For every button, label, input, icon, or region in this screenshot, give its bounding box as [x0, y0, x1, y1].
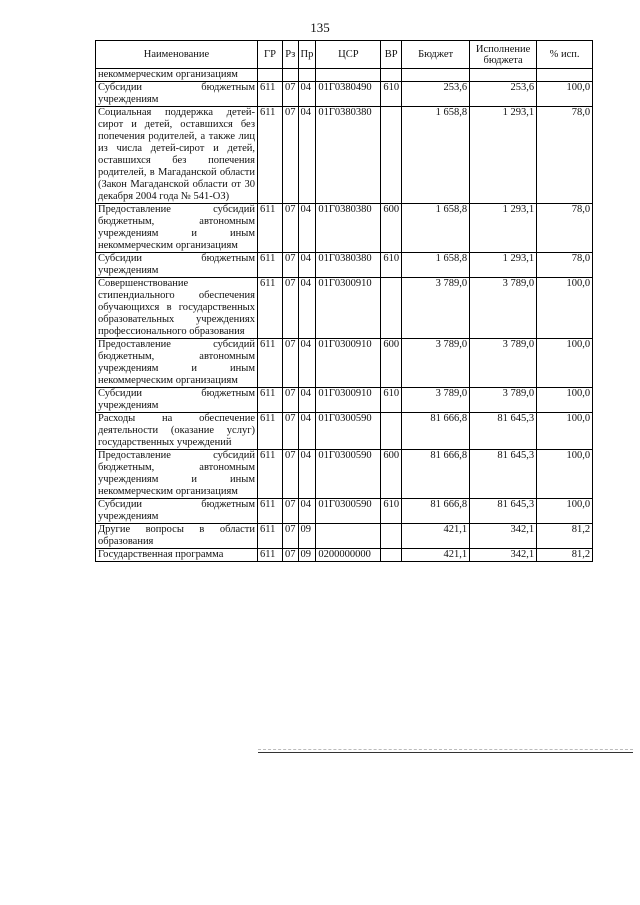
table-body — [96, 69, 593, 562]
scan-divider-line — [258, 752, 633, 753]
row-execution: 253,6 — [470, 82, 537, 107]
row-csr: 01Г0300910 — [316, 388, 381, 413]
row-rz: 07 — [283, 388, 299, 413]
row-pct: 100,0 — [537, 413, 593, 450]
row-gr: 611 — [258, 388, 283, 413]
row-csr: 01Г0300590 — [316, 413, 381, 450]
table-row — [96, 450, 593, 499]
row-pr: 09 — [298, 524, 316, 549]
row-execution — [470, 69, 537, 82]
row-pr: 04 — [298, 278, 316, 339]
row-budget: 81 666,8 — [402, 450, 470, 499]
row-name: Предоставление субсидий бюджетным, автономным учреждениям и иным некоммерческим организациям — [96, 339, 258, 388]
row-pr: 04 — [298, 253, 316, 278]
row-execution: 81 645,3 — [470, 450, 537, 499]
row-budget: 1 658,8 — [402, 107, 470, 204]
header-vr: ВР — [381, 41, 402, 69]
row-execution: 3 789,0 — [470, 278, 537, 339]
row-vr: 600 — [381, 450, 402, 499]
row-vr — [381, 278, 402, 339]
header-execution: Исполнение бюджета — [470, 41, 537, 69]
row-pr: 04 — [298, 499, 316, 524]
header-csr: ЦСР — [316, 41, 381, 69]
row-execution: 342,1 — [470, 549, 537, 562]
row-rz: 07 — [283, 253, 299, 278]
row-pct: 100,0 — [537, 82, 593, 107]
budget-table — [95, 40, 593, 562]
table-header-row — [96, 41, 593, 69]
row-gr: 611 — [258, 339, 283, 388]
row-vr: 610 — [381, 253, 402, 278]
row-name: Совершенствование стипендиального обеспечения обучающихся в государственных образовательных учреждениях профессионального образования — [96, 278, 258, 339]
table-row — [96, 413, 593, 450]
table-row — [96, 253, 593, 278]
row-vr: 610 — [381, 82, 402, 107]
row-execution: 1 293,1 — [470, 107, 537, 204]
header-rz: Рз — [283, 41, 299, 69]
row-execution: 81 645,3 — [470, 499, 537, 524]
row-name: Предоставление субсидий бюджетным, автономным учреждениям и иным некоммерческим организациям — [96, 204, 258, 253]
row-pr: 04 — [298, 107, 316, 204]
row-csr: 01Г0380380 — [316, 107, 381, 204]
row-pr: 09 — [298, 549, 316, 562]
row-pr: 04 — [298, 339, 316, 388]
page-number: 135 — [310, 20, 330, 35]
row-csr: 0200000000 — [316, 549, 381, 562]
scan-divider-dashed — [258, 749, 633, 750]
header-pct: % исп. — [537, 41, 593, 69]
row-rz: 07 — [283, 549, 299, 562]
row-name: Другие вопросы в области образования — [96, 524, 258, 549]
table-row — [96, 499, 593, 524]
row-budget: 1 658,8 — [402, 253, 470, 278]
row-csr — [316, 69, 381, 82]
row-vr — [381, 107, 402, 204]
header-name: Наименование — [96, 41, 258, 69]
row-csr: 01Г0300910 — [316, 339, 381, 388]
table-row — [96, 82, 593, 107]
row-budget: 1 658,8 — [402, 204, 470, 253]
table-row — [96, 69, 593, 82]
row-pct: 78,0 — [537, 204, 593, 253]
row-pr: 04 — [298, 204, 316, 253]
row-gr — [258, 69, 283, 82]
row-budget: 421,1 — [402, 549, 470, 562]
row-pct: 100,0 — [537, 339, 593, 388]
row-rz: 07 — [283, 107, 299, 204]
row-name: Субсидии бюджетным учреждениям — [96, 253, 258, 278]
row-name: Субсидии бюджетным учреждениям — [96, 82, 258, 107]
row-gr: 611 — [258, 524, 283, 549]
row-csr: 01Г0380380 — [316, 204, 381, 253]
row-vr: 610 — [381, 499, 402, 524]
row-pct: 100,0 — [537, 388, 593, 413]
row-gr: 611 — [258, 499, 283, 524]
row-rz: 07 — [283, 204, 299, 253]
table-row — [96, 107, 593, 204]
row-execution: 3 789,0 — [470, 388, 537, 413]
row-csr: 01Г0300590 — [316, 499, 381, 524]
row-gr: 611 — [258, 82, 283, 107]
row-pct: 100,0 — [537, 499, 593, 524]
row-vr — [381, 524, 402, 549]
row-vr — [381, 413, 402, 450]
row-csr: 01Г0300910 — [316, 278, 381, 339]
table-row — [96, 204, 593, 253]
row-pct: 78,0 — [537, 107, 593, 204]
table-row — [96, 339, 593, 388]
row-pr: 04 — [298, 413, 316, 450]
table-row — [96, 388, 593, 413]
row-rz: 07 — [283, 413, 299, 450]
row-execution: 1 293,1 — [470, 204, 537, 253]
row-pct: 100,0 — [537, 278, 593, 339]
row-rz: 07 — [283, 278, 299, 339]
row-pr: 04 — [298, 388, 316, 413]
row-vr: 610 — [381, 388, 402, 413]
row-budget: 3 789,0 — [402, 339, 470, 388]
row-csr: 01Г0300590 — [316, 450, 381, 499]
row-vr: 600 — [381, 339, 402, 388]
header-budget: Бюджет — [402, 41, 470, 69]
row-execution: 342,1 — [470, 524, 537, 549]
row-rz: 07 — [283, 339, 299, 388]
row-pr — [298, 69, 316, 82]
row-gr: 611 — [258, 413, 283, 450]
row-gr: 611 — [258, 107, 283, 204]
row-budget — [402, 69, 470, 82]
row-budget: 3 789,0 — [402, 278, 470, 339]
row-csr — [316, 524, 381, 549]
row-name: некоммерческим организациям — [96, 69, 258, 82]
row-csr: 01Г0380490 — [316, 82, 381, 107]
header-pr: Пр — [298, 41, 316, 69]
row-pct — [537, 69, 593, 82]
row-pr: 04 — [298, 450, 316, 499]
row-vr — [381, 69, 402, 82]
row-gr: 611 — [258, 204, 283, 253]
row-gr: 611 — [258, 450, 283, 499]
row-pct: 81,2 — [537, 549, 593, 562]
row-vr: 600 — [381, 204, 402, 253]
row-rz: 07 — [283, 450, 299, 499]
row-name: Государственная программа — [96, 549, 258, 562]
row-budget: 253,6 — [402, 82, 470, 107]
table-row — [96, 278, 593, 339]
row-rz — [283, 69, 299, 82]
row-gr: 611 — [258, 253, 283, 278]
row-budget: 3 789,0 — [402, 388, 470, 413]
row-budget: 81 666,8 — [402, 413, 470, 450]
row-execution: 1 293,1 — [470, 253, 537, 278]
row-name: Субсидии бюджетным учреждениям — [96, 499, 258, 524]
row-rz: 07 — [283, 499, 299, 524]
row-name: Субсидии бюджетным учреждениям — [96, 388, 258, 413]
row-pct: 81,2 — [537, 524, 593, 549]
row-pr: 04 — [298, 82, 316, 107]
row-vr — [381, 549, 402, 562]
row-rz: 07 — [283, 82, 299, 107]
row-budget: 81 666,8 — [402, 499, 470, 524]
row-execution: 3 789,0 — [470, 339, 537, 388]
row-gr: 611 — [258, 549, 283, 562]
row-execution: 81 645,3 — [470, 413, 537, 450]
row-name: Социальная поддержка детей-сирот и детей, оставшихся без попечения родителей, а также лиц из числа детей-сирот и детей, оставшихся без попечения родителей, в Магаданской области (Закон Магаданской области от 30 декабря 2004 года № 541-ОЗ) — [96, 107, 258, 204]
header-gr: ГР — [258, 41, 283, 69]
row-gr: 611 — [258, 278, 283, 339]
table-row — [96, 524, 593, 549]
table-row — [96, 549, 593, 562]
row-rz: 07 — [283, 524, 299, 549]
row-pct: 78,0 — [537, 253, 593, 278]
row-name: Предоставление субсидий бюджетным, автономным учреждениям и иным некоммерческим организациям — [96, 450, 258, 499]
row-pct: 100,0 — [537, 450, 593, 499]
row-csr: 01Г0380380 — [316, 253, 381, 278]
row-name: Расходы на обеспечение деятельности (оказание услуг) государственных учреждений — [96, 413, 258, 450]
row-budget: 421,1 — [402, 524, 470, 549]
